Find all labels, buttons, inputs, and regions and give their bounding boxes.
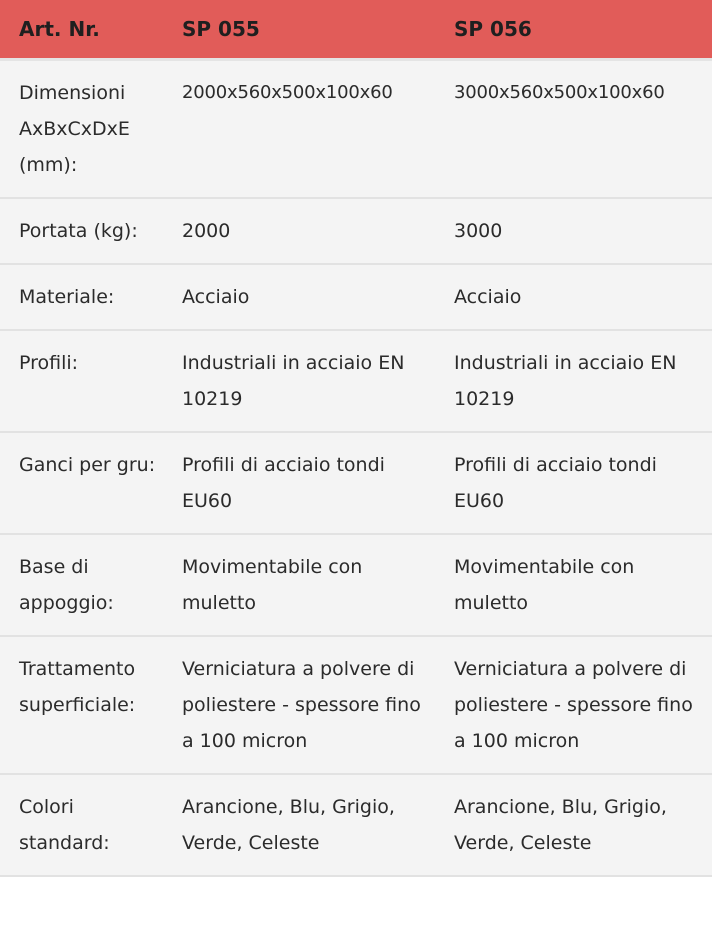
cell-sp056: Verniciatura a polvere di poliestere - spessore fino a 100 micron <box>454 658 693 752</box>
row-label: Dimensioni AxBxCxDxE (mm): <box>19 82 130 176</box>
cell-sp056: Arancione, Blu, Grigio, Verde, Celeste <box>454 796 667 854</box>
cell-sp055: 2000x560x500x100x60 <box>182 82 393 103</box>
table-row <box>0 60 712 199</box>
cell-sp056: Industriali in acciaio EN 10219 <box>454 352 677 410</box>
cell-sp056: Acciaio <box>454 286 522 308</box>
table-row <box>0 264 712 330</box>
cell-sp055: Industriali in acciaio EN 10219 <box>182 352 405 410</box>
table-header <box>0 0 712 60</box>
cell-sp056: Movimentabile con muletto <box>454 556 635 614</box>
row-label: Ganci per gru: <box>19 454 156 476</box>
table-body <box>0 60 712 877</box>
cell-sp055: Profili di acciaio tondi EU60 <box>182 454 385 512</box>
header-row <box>0 0 712 60</box>
row-label: Trattamento superficiale: <box>19 658 136 716</box>
header-art-nr: Art. Nr. <box>19 17 100 41</box>
cell-sp055: Movimentabile con muletto <box>182 556 363 614</box>
table-row <box>0 636 712 774</box>
cell-sp056: 3000x560x500x100x60 <box>454 82 665 103</box>
row-label: Colori standard: <box>19 796 110 854</box>
header-sp055: SP 055 <box>182 17 260 41</box>
table-row <box>0 774 712 876</box>
table-row <box>0 330 712 432</box>
cell-sp055: Verniciatura a polvere di poliestere - spessore fino a 100 micron <box>182 658 421 752</box>
cell-sp055: 2000 <box>182 220 231 242</box>
cell-sp056: Profili di acciaio tondi EU60 <box>454 454 657 512</box>
row-label: Materiale: <box>19 286 115 308</box>
cell-sp055: Arancione, Blu, Grigio, Verde, Celeste <box>182 796 395 854</box>
row-label: Profili: <box>19 352 79 374</box>
header-sp056: SP 056 <box>454 17 532 41</box>
table-row <box>0 534 712 636</box>
cell-sp055: Acciaio <box>182 286 250 308</box>
cell-sp056: 3000 <box>454 220 503 242</box>
row-label: Portata (kg): <box>19 220 138 242</box>
row-label: Base di appoggio: <box>19 556 114 614</box>
table-row <box>0 432 712 534</box>
table-row <box>0 198 712 264</box>
